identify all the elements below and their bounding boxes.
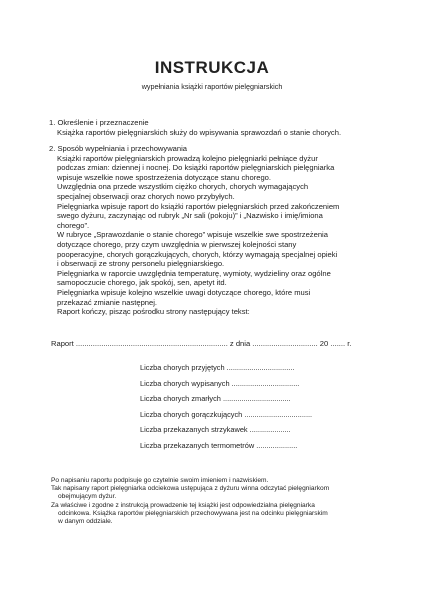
footnote-line: Za właściwe i zgodne z instrukcją prowadzenie tej książki jest odpowiedzialna pielęgniarka: [51, 501, 315, 509]
section-2-line: podczas zmian: dziennej i nocnej. Do książki raportów pielęgniarskich pielęgniarka: [57, 163, 335, 173]
raport-template-line: Raport ........................................................................ z dnia ............................... 20 ....... r.: [51, 339, 352, 348]
count-item-syringes: Liczba przekazanych strzykawek ....................: [140, 425, 291, 435]
footnote-line: odcinkowa. Książka raportów pielęgniarskich przechowywana jest na odcinku pielęgniarskim: [58, 509, 328, 517]
count-item-feverish: Liczba chorych gorączkujących .................................: [140, 409, 313, 419]
section-2: [49, 144, 379, 317]
section-2-line: chorego”.: [57, 220, 90, 230]
count-item-deceased: Liczba chorych zmarłych .................................: [140, 394, 291, 404]
count-list: [140, 363, 340, 457]
footnote-line: w danym oddziale.: [58, 518, 113, 526]
document-title: INSTRUKCJA: [154, 58, 270, 77]
section-2-line: swego dyżuru, zaczynając od rubryk „Nr sali (pokoju)” i „Nazwisko i imię/imiona: [57, 211, 323, 221]
section-1: [49, 118, 379, 137]
section-2-body: [57, 154, 379, 317]
section-1-line: Książka raportów pielęgniarskich służy do wpisywania sprawozdań o stanie chorych.: [57, 127, 342, 137]
count-item-thermometers: Liczba przekazanych termometrów ....................: [140, 440, 298, 450]
section-2-line: wpisuje wszelkie nowe spostrzeżenia dotyczące stanu chorego.: [57, 172, 272, 182]
section-1-body: [57, 128, 379, 138]
section-2-line: przekazać zmianie następnej.: [57, 297, 158, 307]
section-2-line: i obserwacji ze strony personelu pielęgniarskiego.: [57, 259, 225, 269]
section-2-line: Pielęgniarka wpisuje kolejno wszelkie uwagi dotyczące chorego, które musi: [57, 287, 311, 297]
section-2-heading: 2. Sposób wypełniania i przechowywania: [49, 144, 188, 153]
section-2-line: Książki raportów pielęgniarskich prowadzą kolejno pielęgniarki pełniące dyżur: [57, 153, 318, 163]
footnote-block: [51, 477, 356, 526]
footnote-line: Po napisaniu raportu podpisuje go czytelnie swoim imieniem i nazwiskiem.: [51, 477, 269, 484]
count-item-admitted: Liczba chorych przyjętych .................................: [140, 363, 295, 372]
section-2-line: W rubryce „Sprawozdanie o stanie chorego” wpisuje wszelkie swe spostrzeżenia: [57, 230, 328, 240]
section-2-line: Uwzględnia ona przede wszystkim ciężko chorych, chorych wymagających: [57, 182, 309, 192]
section-2-line: Pielęgniarka wpisuje raport do książki raportów pielęgniarskich przed zakończeniem: [57, 201, 340, 211]
section-2-line: Raport kończy, pisząc pośrodku strony następujący tekst:: [57, 307, 250, 317]
section-2-line: samopoczucie chorego, jak spokój, sen, apetyt itd.: [57, 278, 227, 288]
section-2-line: specjalnej obserwacji oraz chorych nowo przybyłych.: [57, 191, 235, 201]
section-1-heading: 1. Określenie i przeznaczenie: [49, 118, 149, 127]
document-subtitle: wypełniania książki raportów pielęgniarskich: [141, 82, 283, 91]
footnote-line: Tak napisany raport pielęgniarka odciekowa ustępująca z dyżuru winna odczytać pielęgniarkom: [51, 485, 330, 493]
section-2-line: pooperacyjne, chorych gorączkujących, chorych, którzy wymagają specjalnej opieki: [57, 249, 338, 259]
footnote-line: obejmującym dyżur.: [58, 493, 117, 501]
section-2-line: Pielęgniarka w raporcie uwzględnia temperaturę, wymioty, wydzieliny oraz ogólne: [57, 268, 331, 278]
count-item-discharged: Liczba chorych wypisanych .................................: [140, 378, 300, 388]
section-2-line: dotyczące chorego, przy czym uwzględnia w pierwszej kolejności stany: [57, 239, 297, 249]
